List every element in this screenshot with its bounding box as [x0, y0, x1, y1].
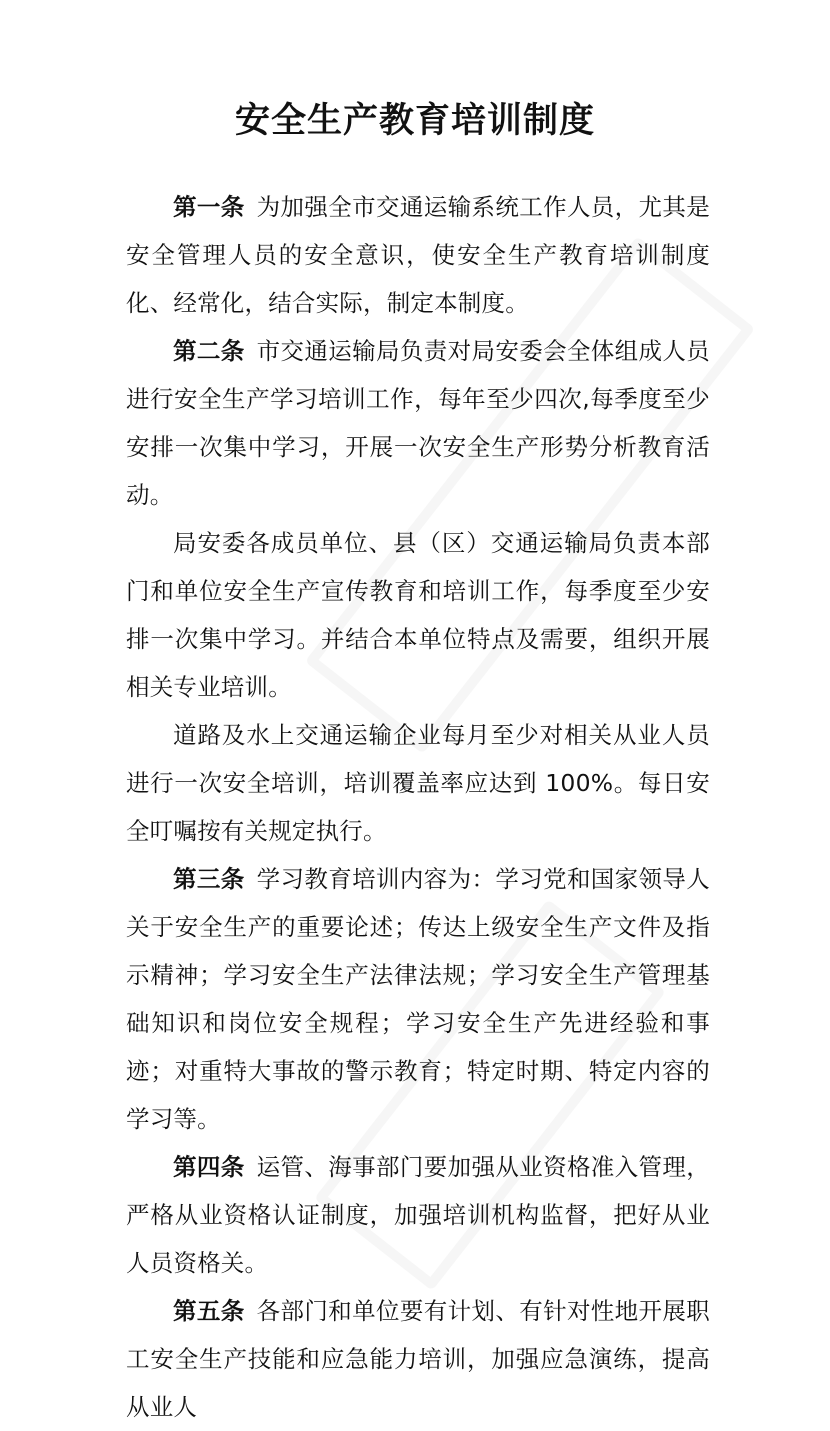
- paragraph-text: 各部门和单位要有计划、有针对性地开展职工安全生产技能和应急能力培训，加强应急演练，提高从业人: [126, 1297, 710, 1421]
- document-title: 安全生产教育培训制度: [234, 101, 595, 141]
- paragraph-text: 市交通运输局负责对局安委会全体组成人员进行安全生产学习培训工作，每年至少四次,每季度至少安排一次集中学习，开展一次安全生产形势分析教育活动。: [126, 337, 710, 509]
- paragraph-text: 学习教育培训内容为：学习党和国家领导人关于安全生产的重要论述；传达上级安全生产文件及指示精神；学习安全生产法律法规；学习安全生产管理基础知识和岗位安全规程；学习安全生产先进经验和事迹；对重特大事故的警示教育；特定时期、特定内容的学习等。: [126, 865, 710, 1133]
- paragraph-article-4: [126, 1143, 710, 1287]
- article-number: 第四条: [173, 1153, 245, 1181]
- article-number: 第二条: [173, 337, 245, 365]
- paragraph-article-1: [126, 183, 710, 327]
- paragraph-article-2-enterprise: [126, 711, 710, 855]
- paragraph-article-3: [126, 855, 710, 1143]
- article-number: 第一条: [173, 193, 245, 221]
- article-number: 第三条: [173, 865, 245, 893]
- document-body: [126, 183, 710, 1431]
- paragraph-article-2: [126, 327, 710, 519]
- article-number: 第五条: [173, 1297, 245, 1325]
- paragraph-text: 道路及水上交通运输企业每月至少对相关从业人员进行一次安全培训，培训覆盖率应达到 100%。每日安全叮嘱按有关规定执行。: [126, 721, 710, 845]
- paragraph-text: 运管、海事部门要加强从业资格准入管理，严格从业资格认证制度，加强培训机构监督，把好从业人员资格关。: [126, 1153, 710, 1277]
- paragraph-text: 局安委各成员单位、县（区）交通运输局负责本部门和单位安全生产宣传教育和培训工作，每季度至少安排一次集中学习。并结合本单位特点及需要，组织开展相关专业培训。: [126, 529, 710, 701]
- paragraph-text: 为加强全市交通运输系统工作人员，尤其是安全管理人员的安全意识，使安全生产教育培训制度化、经常化，结合实际，制定本制度。: [126, 193, 710, 317]
- paragraph-article-5: [126, 1287, 710, 1431]
- paragraph-article-2-county: [126, 519, 710, 711]
